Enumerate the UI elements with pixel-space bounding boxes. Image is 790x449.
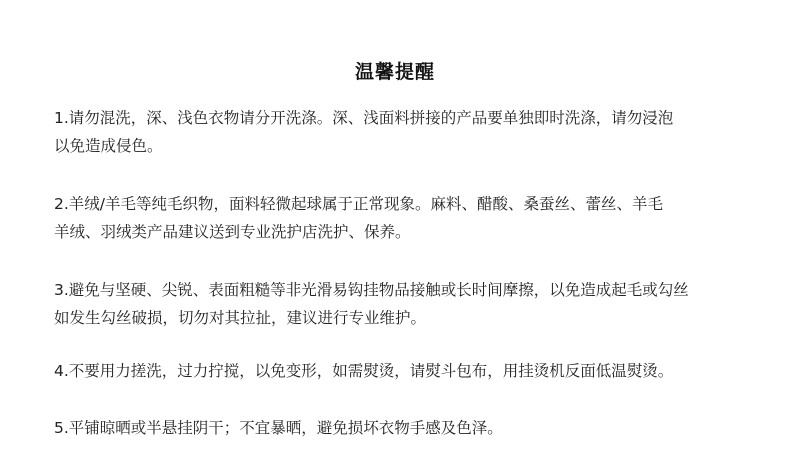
tip-4 [54,357,754,385]
tip-1 [54,104,754,160]
tip-2-line-2: 羊绒、羽绒类产品建议送到专业洗护店洗护、保养。 [54,223,411,241]
tip-1-line-1: 1.请勿混洗，深、浅色衣物请分开洗涤。深、浅面料拼接的产品要单独即时洗涤，请勿浸泡 [54,109,674,127]
tip-3 [54,276,754,332]
tip-5 [54,414,754,442]
tip-3-line-2: 如发生勾丝破损，切勿对其拉扯，建议进行专业维护。 [54,309,427,327]
tip-2-line-1: 2.羊绒/羊毛等纯毛织物，面料轻微起球属于正常现象。麻料、醋酸、桑蚕丝、蕾丝、羊毛 [54,195,664,213]
tip-2 [54,190,754,246]
tip-3-line-1: 3.避免与坚硬、尖锐、表面粗糙等非光滑易钩挂物品接触或长时间摩擦，以免造成起毛或勾丝 [54,281,689,299]
tip-5-line-1: 5.平铺晾晒或半悬挂阴干；不宜暴晒，避免损坏衣物手感及色泽。 [54,419,503,437]
tip-4-line-1: 4.不要用力搓洗，过力拧搅，以免变形，如需熨烫，请熨斗包布，用挂烫机反面低温熨烫。 [54,362,674,380]
tip-1-line-2: 以免造成侵色。 [54,137,163,155]
page-title: 温馨提醒 [354,61,435,83]
